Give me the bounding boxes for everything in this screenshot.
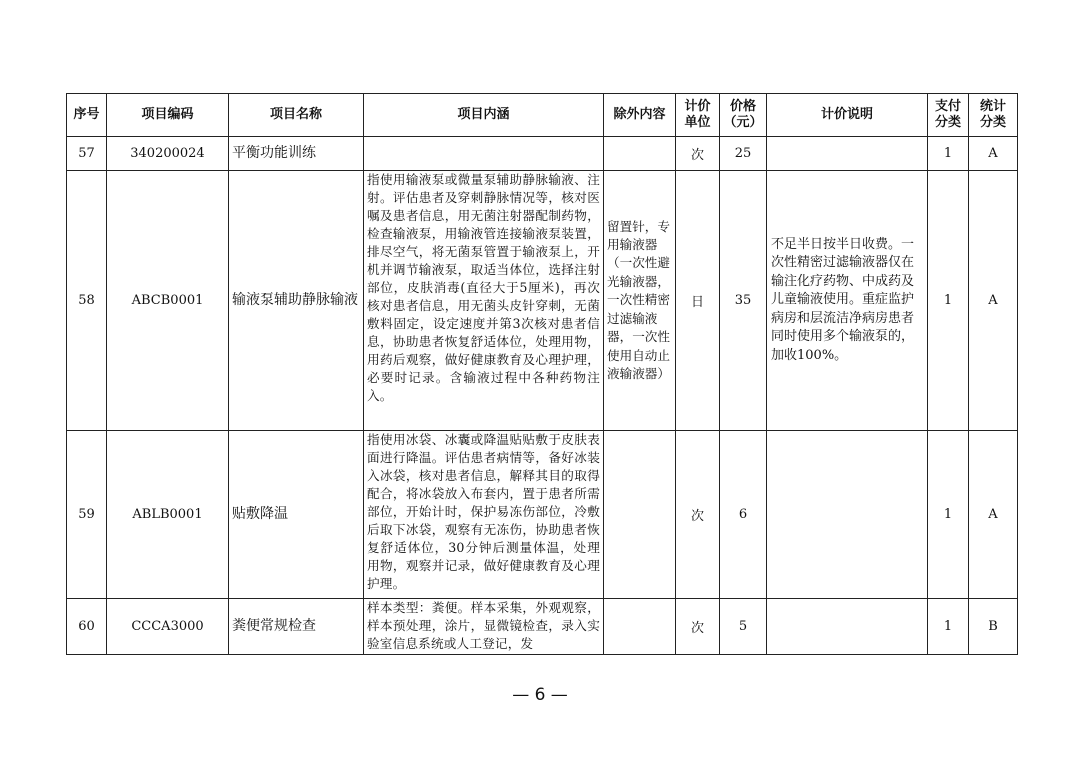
cell-seq: 57 (67, 137, 107, 171)
cell-stat: A (969, 171, 1018, 431)
cell-pay: 1 (928, 599, 969, 655)
header-pay: 支付 分类 (928, 94, 969, 137)
cell-unit: 次 (676, 137, 720, 171)
cell-content: 样本类型：粪便。样本采集，外观观察，样本预处理，涂片，显微镜检查，录入实验室信息系统或人工登记，发 (364, 599, 604, 655)
table-row (67, 599, 1018, 655)
cell-name: 贴敷降温 (229, 431, 364, 599)
cell-code: CCCA3000 (107, 599, 229, 655)
cell-content: 指使用冰袋、冰囊或降温贴贴敷于皮肤表面进行降温。评估患者病情等，备好冰装入冰袋，核对患者信息，解释其目的取得配合，将冰袋放入布套内，置于患者所需部位，开始计时，保护易冻伤部位，冷敷后取下冰袋，观察有无冻伤，协助患者恢复舒适体位，30分钟后测量体温，处理用物，观察并记录，做好健康教育及心理护理。 (364, 431, 604, 599)
cell-seq: 60 (67, 599, 107, 655)
cell-unit: 次 (676, 431, 720, 599)
cell-name: 平衡功能训练 (229, 137, 364, 171)
cell-note (767, 137, 928, 171)
header-seq: 序号 (67, 94, 107, 137)
table-row (67, 137, 1018, 171)
cell-price: 5 (720, 599, 767, 655)
table-row (67, 171, 1018, 431)
cell-excluded (604, 431, 676, 599)
cell-note (767, 431, 928, 599)
cell-stat: B (969, 599, 1018, 655)
cell-excluded: 留置针，专用输液器（一次性避光输液器，一次性精密过滤输液器，一次性使用自动止液输液器） (604, 171, 676, 431)
header-name: 项目名称 (229, 94, 364, 137)
header-unit: 计价 单位 (676, 94, 720, 137)
cell-note (767, 599, 928, 655)
table-header-row (67, 94, 1018, 137)
cell-price: 25 (720, 137, 767, 171)
header-note: 计价说明 (767, 94, 928, 137)
header-content: 项目内涵 (364, 94, 604, 137)
header-excluded: 除外内容 (604, 94, 676, 137)
cell-seq: 59 (67, 431, 107, 599)
cell-seq: 58 (67, 171, 107, 431)
cell-pay: 1 (928, 431, 969, 599)
cell-excluded (604, 599, 676, 655)
cell-price: 6 (720, 431, 767, 599)
cell-stat: A (969, 431, 1018, 599)
cell-pay: 1 (928, 137, 969, 171)
cell-stat: A (969, 137, 1018, 171)
cell-content: 指使用输液泵或微量泵辅助静脉输液、注射。评估患者及穿刺静脉情况等，核对医嘱及患者信息，用无菌注射器配制药物，检查输液泵，用输液管连接输液泵装置，排尽空气，将无菌泵管置于输液泵上，开机并调节输液泵，取适当体位，选择注射部位，皮肤消毒(直径大于5厘米)，再次核对患者信息，用无菌头皮针穿刺，无菌敷料固定，设定速度并第3次核对患者信息，协助患者恢复舒适体位，处理用物，用药后观察，做好健康教育及心理护理，必要时记录。含输液过程中各种药物注入。 (364, 171, 604, 431)
header-stat: 统计 分类 (969, 94, 1018, 137)
cell-unit: 次 (676, 599, 720, 655)
cell-note: 不足半日按半日收费。一次性精密过滤输液器仅在输注化疗药物、中成药及儿童输液使用。重症监护病房和层流洁净病房患者同时使用多个输液泵的，加收100%。 (767, 171, 928, 431)
header-code: 项目编码 (107, 94, 229, 137)
cell-excluded (604, 137, 676, 171)
cell-content (364, 137, 604, 171)
cell-unit: 日 (676, 171, 720, 431)
header-price: 价格 （元） (720, 94, 767, 137)
cell-code: ABLB0001 (107, 431, 229, 599)
cell-code: 340200024 (107, 137, 229, 171)
cell-price: 35 (720, 171, 767, 431)
table-row (67, 431, 1018, 599)
cell-name: 输液泵辅助静脉输液 (229, 171, 364, 431)
cell-code: ABCB0001 (107, 171, 229, 431)
cell-pay: 1 (928, 171, 969, 431)
page-number: — 6 — (512, 685, 568, 705)
cell-name: 粪便常规检查 (229, 599, 364, 655)
fee-table (66, 93, 1018, 655)
